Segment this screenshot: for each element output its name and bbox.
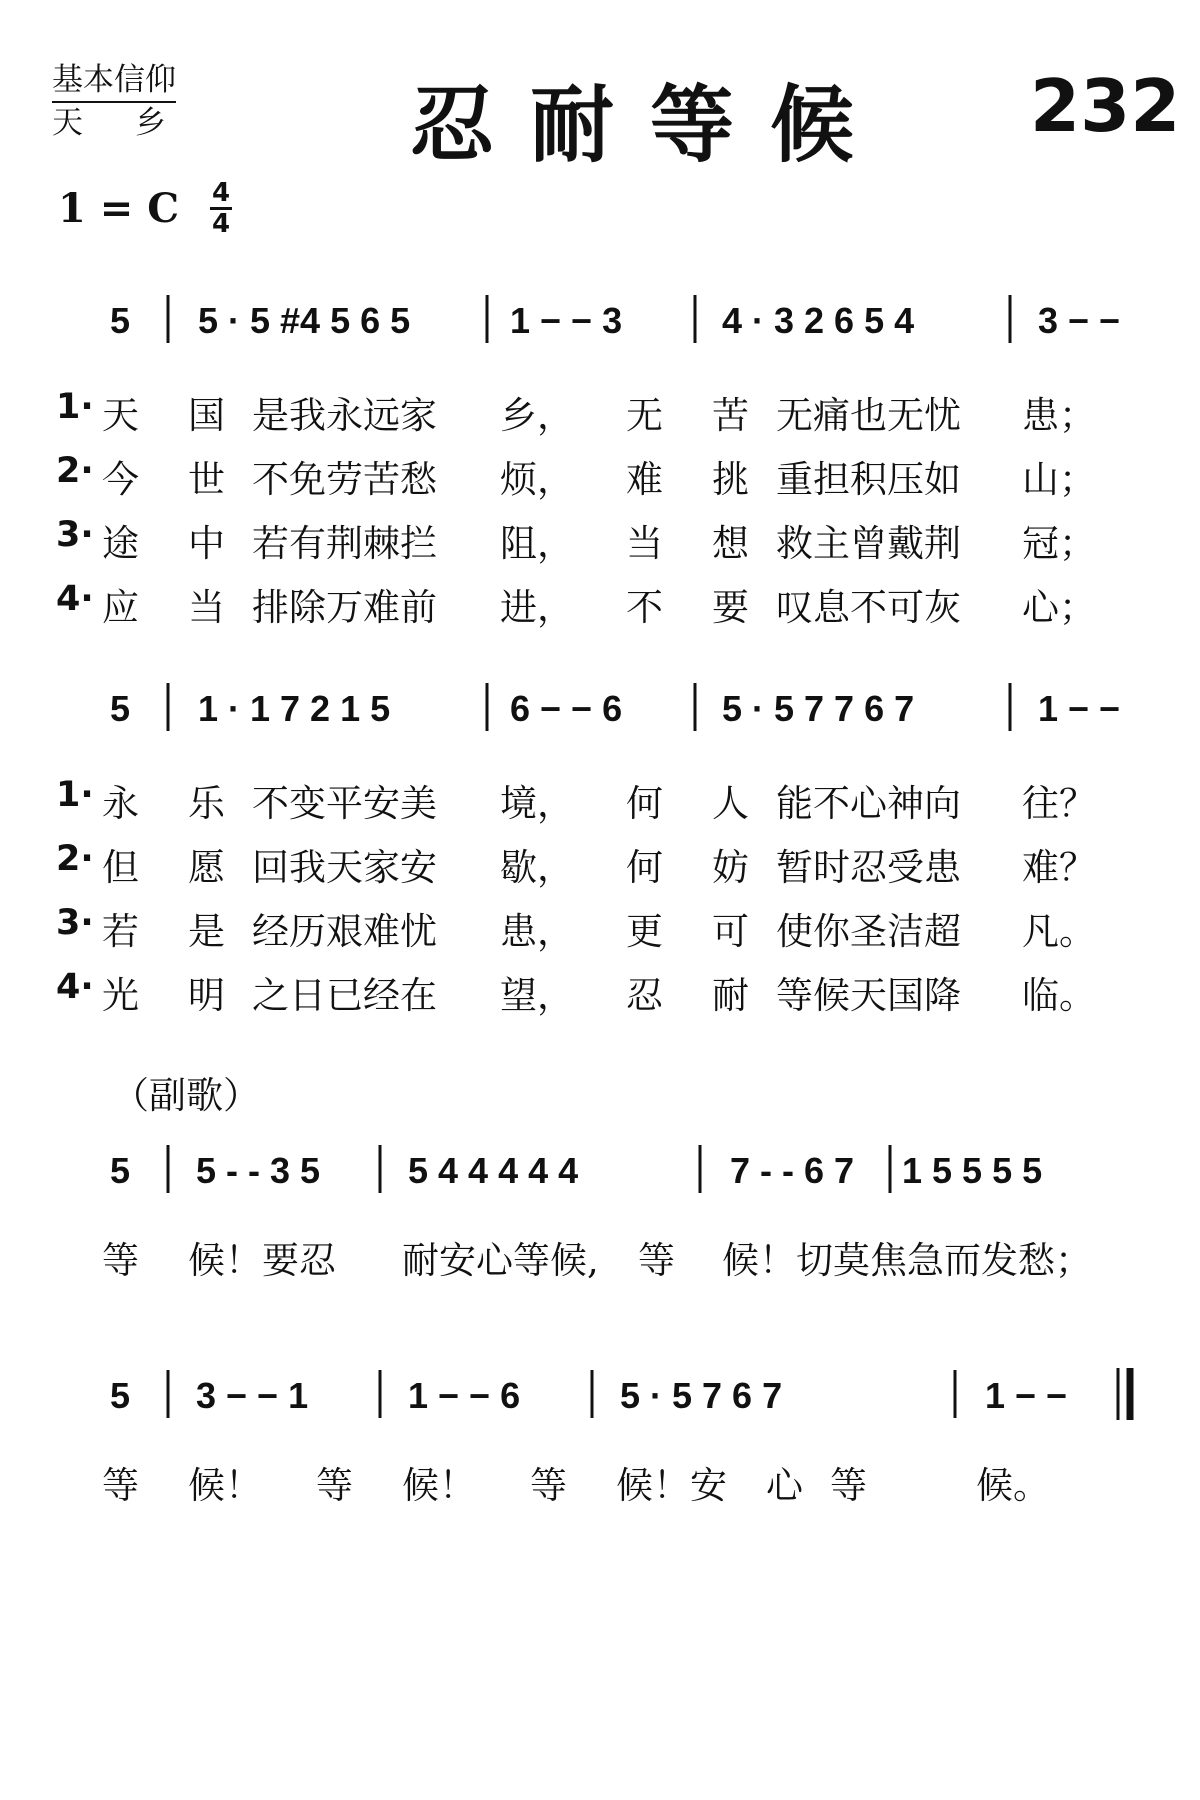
lyric-word: 无: [626, 394, 663, 437]
lyric-word: 永: [102, 782, 139, 825]
key-signature: 1 = C: [58, 185, 180, 232]
melody-line-2: [0, 673, 1200, 753]
time-signature-top: 4: [211, 178, 231, 208]
verse-number: 3·: [56, 903, 94, 943]
pickup-note: 5: [110, 1375, 131, 1416]
measure-3: 5 · 5 7 7 6 7: [722, 688, 915, 729]
measure-1: 1 · 1 7 2 1 5: [198, 688, 391, 729]
measure-4: 1 − −: [985, 1375, 1068, 1416]
lyric-word: 患；: [1022, 394, 1096, 437]
lyric-word: 候！: [188, 1464, 262, 1507]
verse-number: 2·: [56, 451, 94, 491]
lyric-word: 之日已经在: [252, 974, 437, 1017]
lyric-word: 不变平安美: [252, 782, 437, 825]
lyric-word: 排除万难前: [252, 586, 437, 629]
lyric-word: 但: [102, 846, 139, 889]
lyric-word: 国: [188, 394, 225, 437]
lyric-word: 候。: [976, 1464, 1050, 1507]
lyric-word: 不免劳苦愁: [252, 458, 437, 501]
verse-number: 1·: [56, 387, 94, 427]
measure-3: 4 · 3 2 6 5 4: [722, 300, 915, 341]
pickup-note: 5: [110, 300, 131, 341]
lyric-word: 凡。: [1022, 910, 1096, 953]
lyric-word: 心；: [1022, 586, 1096, 629]
lyric-word: 若有荆棘拦: [252, 522, 437, 565]
verse-line: [0, 385, 1200, 435]
lyric-word: 等: [530, 1464, 567, 1507]
verse-line: [0, 449, 1200, 499]
measure-2: 1 − − 6: [408, 1375, 521, 1416]
measure-4: 3 − −: [1038, 300, 1121, 341]
measure-4: 1 5 5 5 5: [902, 1150, 1043, 1191]
verse-number: 4·: [56, 967, 94, 1007]
lyric-word: 想: [712, 522, 749, 565]
lyric-word: 更: [626, 910, 663, 953]
lyric-word: 冠；: [1022, 522, 1096, 565]
lyric-word: 救主曾戴荆: [776, 522, 961, 565]
lyric-word: 等: [638, 1239, 675, 1282]
lyric-word: 愿: [188, 846, 225, 889]
measure-3: 5 · 5 7 6 7: [620, 1375, 783, 1416]
lyric-word: 烦，: [500, 458, 574, 501]
lyric-word: 心: [766, 1464, 803, 1507]
page-title: 忍耐等候: [410, 76, 891, 174]
lyric-word: 叹息不可灰: [776, 586, 961, 629]
lyric-word: 候！切莫焦急而发愁；: [722, 1239, 1092, 1282]
lyric-word: 世: [188, 458, 225, 501]
measure-2: 6 − − 6: [510, 688, 623, 729]
lyric-word: 等: [316, 1464, 353, 1507]
lyric-word: 难？: [1022, 846, 1096, 889]
chorus-melody-2: [0, 1360, 1200, 1440]
verse-number: 3·: [56, 515, 94, 555]
lyric-word: 进，: [500, 586, 574, 629]
verse-line: [0, 773, 1200, 823]
lyric-word: 乡，: [500, 394, 574, 437]
lyric-word: 挑: [712, 458, 749, 501]
lyric-word: 今: [102, 458, 139, 501]
lyric-word: 何: [626, 846, 663, 889]
lyric-word: 苦: [712, 394, 749, 437]
lyric-word: 光: [102, 974, 139, 1017]
verse-line: [0, 837, 1200, 887]
lyric-word: 应: [102, 586, 139, 629]
chorus-label: （副歌）: [112, 1074, 260, 1117]
lyric-word: 候！安: [616, 1464, 727, 1507]
verse-line: [0, 965, 1200, 1015]
verse-number: 4·: [56, 579, 94, 619]
lyric-word: 能不心神向: [776, 782, 961, 825]
lyric-word: 耐: [712, 974, 749, 1017]
lyric-word: 何: [626, 782, 663, 825]
lyric-word: 耐安心等候,: [402, 1239, 599, 1282]
measure-1: 3 − − 1: [196, 1375, 309, 1416]
lyric-word: 妨: [712, 846, 749, 889]
lyric-word: 要: [712, 586, 749, 629]
category-main: 基本信仰: [52, 60, 176, 103]
lyric-word: 当: [626, 522, 663, 565]
lyric-word: 歇，: [500, 846, 574, 889]
lyric-word: 忍: [626, 974, 663, 1017]
verse-line: [0, 577, 1200, 627]
lyric-word: 途: [102, 522, 139, 565]
lyric-word: 可: [712, 910, 749, 953]
lyric-word: 等: [102, 1239, 139, 1282]
lyric-word: 临。: [1022, 974, 1096, 1017]
chorus-lyrics-2: [0, 1455, 1200, 1505]
lyric-word: 等: [830, 1464, 867, 1507]
lyric-word: 难: [626, 458, 663, 501]
lyric-word: 当: [188, 586, 225, 629]
lyric-word: 回我天家安: [252, 846, 437, 889]
lyric-word: 若: [102, 910, 139, 953]
lyric-word: 阻，: [500, 522, 574, 565]
measure-1: 5 · 5 #4 5 6 5: [198, 300, 411, 341]
lyric-word: 患，: [500, 910, 574, 953]
measure-2: 5 4 4 4 4 4: [408, 1150, 579, 1191]
lyric-word: 乐: [188, 782, 225, 825]
chorus-melody-1: [0, 1135, 1200, 1215]
lyric-word: 中: [188, 522, 225, 565]
category-sub: 天乡: [52, 105, 218, 141]
lyric-word: 重担积压如: [776, 458, 961, 501]
lyric-word: 望，: [500, 974, 574, 1017]
measure-3: 7 - - 6 7: [730, 1150, 855, 1191]
measure-4: 1 − −: [1038, 688, 1121, 729]
pickup-note: 5: [110, 1150, 131, 1191]
verse-number: 2·: [56, 839, 94, 879]
chorus-lyrics-1: [0, 1230, 1200, 1280]
time-signature: [210, 180, 232, 237]
category-label: [52, 60, 218, 143]
lyric-word: 人: [712, 782, 749, 825]
lyric-word: 境，: [500, 782, 574, 825]
lyric-word: 天: [102, 394, 139, 437]
lyric-word: 暂时忍受患: [776, 846, 961, 889]
lyric-word: 候！: [402, 1464, 476, 1507]
melody-line-1: [0, 285, 1200, 365]
lyric-word: 是我永远家: [252, 394, 437, 437]
lyric-word: 使你圣洁超: [776, 910, 961, 953]
pickup-note: 5: [110, 688, 131, 729]
lyric-word: 明: [188, 974, 225, 1017]
lyric-word: 山；: [1022, 458, 1096, 501]
lyric-word: 等: [102, 1464, 139, 1507]
time-signature-bottom: 4: [211, 209, 231, 239]
measure-1: 5 - - 3 5: [196, 1150, 321, 1191]
verse-number: 1·: [56, 775, 94, 815]
lyric-word: 往？: [1022, 782, 1096, 825]
lyric-word: 等候天国降: [776, 974, 961, 1017]
lyric-word: 候！要忍: [188, 1239, 336, 1282]
verse-line: [0, 513, 1200, 563]
verse-line: [0, 901, 1200, 951]
measure-2: 1 − − 3: [510, 300, 623, 341]
lyric-word: 不: [626, 586, 663, 629]
lyric-word: 无痛也无忧: [776, 394, 961, 437]
lyric-word: 是: [188, 910, 225, 953]
lyric-word: 经历艰难忧: [252, 910, 437, 953]
hymn-number: 232: [1030, 64, 1181, 148]
